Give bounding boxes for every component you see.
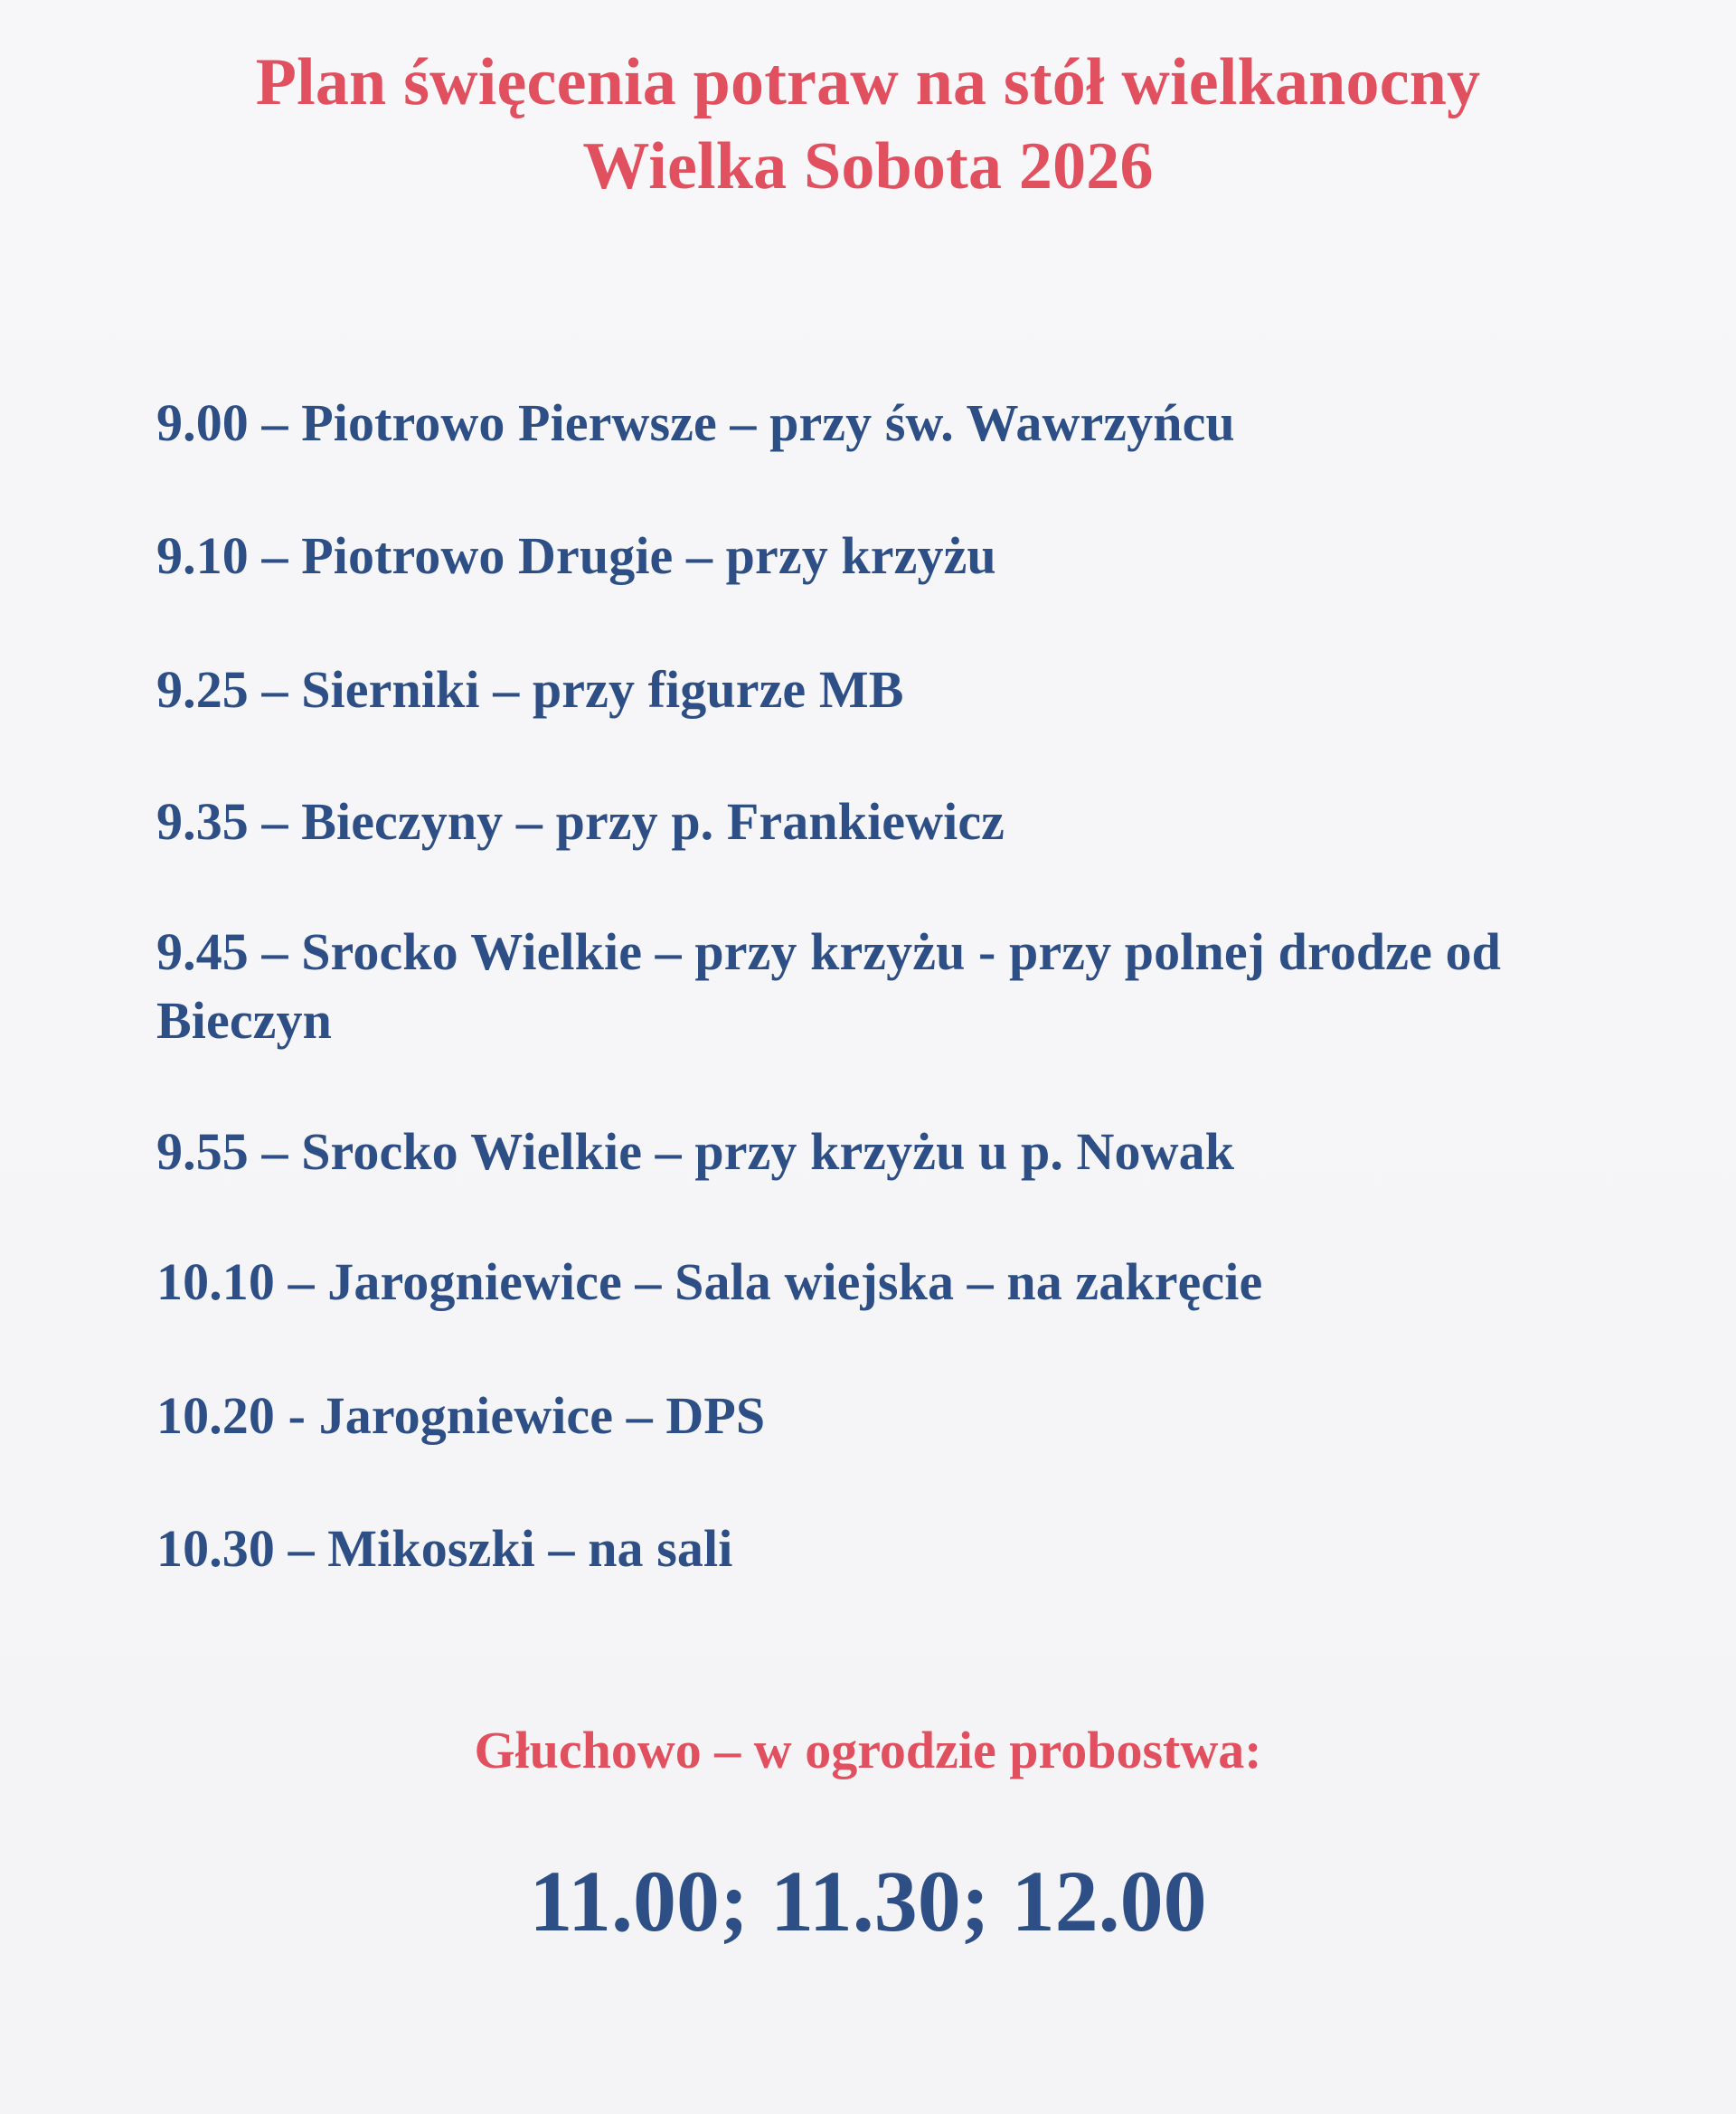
schedule-item: 9.55 – Srocko Wielkie – przy krzyżu u p. Nowak — [156, 1122, 1235, 1181]
schedule-item: 9.35 – Bieczyny – przy p. Frankiewicz — [156, 792, 1005, 851]
schedule-item: 10.30 – Mikoszki – na sali — [156, 1519, 733, 1578]
gluchowo-times: 11.00; 11.30; 12.00 — [529, 1853, 1207, 1949]
schedule-item: 9.10 – Piotrowo Drugie – przy krzyżu — [156, 526, 996, 585]
schedule-item: 10.20 - Jarogniewice – DPS — [156, 1386, 766, 1445]
schedule-item: 9.00 – Piotrowo Pierwsze – przy św. Wawrzyńcu — [156, 393, 1235, 452]
title-line-1: Plan święcenia potraw na stół wielkanocny — [255, 45, 1481, 119]
gluchowo-heading: Głuchowo – w ogrodzie probostwa: — [474, 1721, 1262, 1779]
schedule-item: 9.45 – Srocko Wielkie – przy krzyżu - przy polnej drodze od Bieczyn — [156, 922, 1502, 1050]
schedule-item: 10.10 – Jarogniewice – Sala wiejska – na zakręcie — [156, 1252, 1263, 1311]
title-line-2: Wielka Sobota 2026 — [582, 129, 1154, 203]
schedule-item: 9.25 – Sierniki – przy figurze MB — [156, 660, 904, 719]
